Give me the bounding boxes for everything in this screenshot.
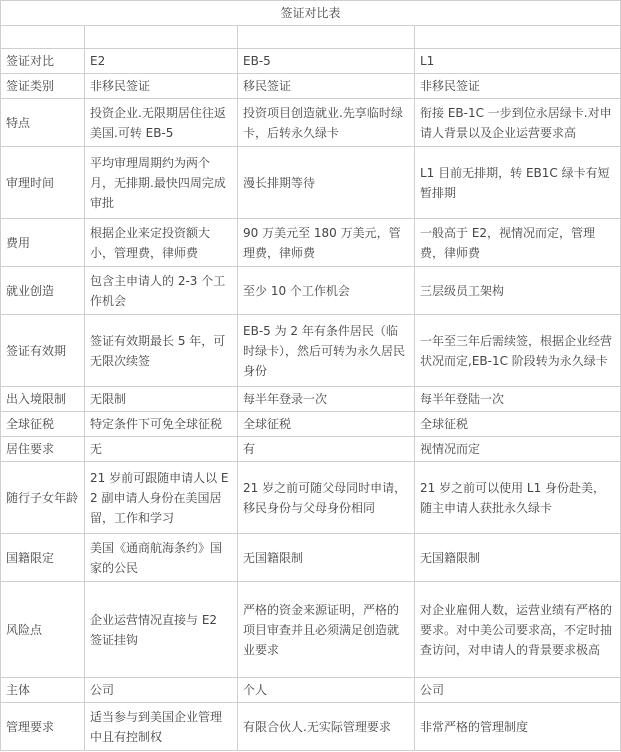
cell-e2: 美国《通商航海条约》国家的公民	[85, 534, 238, 582]
cell-l1: L1 目前无排期，转 EB1C 绿卡有短暂排期	[415, 147, 621, 219]
cell-l1: 视情况而定	[415, 437, 621, 462]
row-label: 签证有效期	[1, 315, 85, 387]
cell-e2: 21 岁前可跟随申请人以 E2 副申请人身份在美国居留，工作和学习	[85, 462, 238, 534]
blank-cell	[1, 26, 85, 49]
row-label: 主体	[1, 678, 85, 703]
cell-e2: 包含主申请人的 2-3 个工作机会	[85, 267, 238, 315]
table-row	[1, 387, 621, 412]
cell-eb5: EB-5 为 2 年有条件居民（临时绿卡），然后可转为永久居民身份	[238, 315, 415, 387]
table-row	[1, 534, 621, 582]
cell-e2: 非移民签证	[85, 74, 238, 99]
table-row	[1, 99, 621, 147]
row-label: 风险点	[1, 582, 85, 678]
cell-eb5: 每半年登录一次	[238, 387, 415, 412]
row-label: 居住要求	[1, 437, 85, 462]
table-row	[1, 74, 621, 99]
header-row	[1, 49, 621, 74]
blank-cell	[238, 26, 415, 49]
row-label: 审理时间	[1, 147, 85, 219]
cell-l1: 每半年登陆一次	[415, 387, 621, 412]
table-row	[1, 412, 621, 437]
cell-e2: 无	[85, 437, 238, 462]
cell-l1: 公司	[415, 678, 621, 703]
cell-l1: 21 岁之前可以使用 L1 身份赴美，随主申请人获批永久绿卡	[415, 462, 621, 534]
table-row	[1, 462, 621, 534]
header-eb5: EB-5	[238, 49, 415, 74]
cell-eb5: 至少 10 个工作机会	[238, 267, 415, 315]
table-row	[1, 219, 621, 267]
row-label: 国籍限定	[1, 534, 85, 582]
row-label: 就业创造	[1, 267, 85, 315]
cell-eb5: 全球征税	[238, 412, 415, 437]
table-row	[1, 315, 621, 387]
header-l1: L1	[415, 49, 621, 74]
cell-l1: 全球征税	[415, 412, 621, 437]
cell-l1: 非常严格的管理制度	[415, 703, 621, 751]
table-row	[1, 437, 621, 462]
cell-l1: 无国籍限制	[415, 534, 621, 582]
cell-e2: 企业运营情况直接与 E2 签证挂钩	[85, 582, 238, 678]
cell-e2: 公司	[85, 678, 238, 703]
table-row	[1, 267, 621, 315]
cell-e2: 平均审理周期约为两个月，无排期.最快四周完成审批	[85, 147, 238, 219]
cell-l1: 一年至三年后需续签，根据企业经营状况而定,EB-1C 阶段转为永久绿卡	[415, 315, 621, 387]
cell-eb5: 个人	[238, 678, 415, 703]
table-row	[1, 678, 621, 703]
cell-eb5: 有限合伙人.无实际管理要求	[238, 703, 415, 751]
cell-e2: 无限制	[85, 387, 238, 412]
table-row	[1, 147, 621, 219]
cell-eb5: 漫长排期等待	[238, 147, 415, 219]
table-row	[1, 582, 621, 678]
cell-l1: 衔接 EB-1C 一步到位永居绿卡.对申请人背景以及企业运营要求高	[415, 99, 621, 147]
table-row	[1, 703, 621, 751]
cell-l1: 对企业雇佣人数，运营业绩有严格的要求。对中美公司要求高，不定时抽查访问，对申请人的背景要求极高	[415, 582, 621, 678]
cell-e2: 签证有效期最长 5 年，可无限次续签	[85, 315, 238, 387]
cell-e2: 投资企业.无限期居住往返美国.可转 EB-5	[85, 99, 238, 147]
row-label: 签证类别	[1, 74, 85, 99]
table-title: 签证对比表	[1, 1, 621, 26]
row-label: 管理要求	[1, 703, 85, 751]
cell-eb5: 无国籍限制	[238, 534, 415, 582]
cell-eb5: 21 岁之前可随父母同时申请，移民身份与父母身份相同	[238, 462, 415, 534]
cell-l1: 三层级员工架构	[415, 267, 621, 315]
cell-e2: 特定条件下可免全球征税	[85, 412, 238, 437]
header-label: 签证对比	[1, 49, 85, 74]
row-label: 随行子女年龄	[1, 462, 85, 534]
cell-l1: 一般高于 E2，视情况而定，管理费，律师费	[415, 219, 621, 267]
cell-eb5: 移民签证	[238, 74, 415, 99]
cell-e2: 适当参与到美国企业管理中且有控制权	[85, 703, 238, 751]
blank-cell	[85, 26, 238, 49]
row-label: 特点	[1, 99, 85, 147]
cell-eb5: 投资项目创造就业.先享临时绿卡，后转永久绿卡	[238, 99, 415, 147]
row-label: 费用	[1, 219, 85, 267]
title-row	[1, 1, 621, 26]
header-e2: E2	[85, 49, 238, 74]
cell-eb5: 有	[238, 437, 415, 462]
row-label: 出入境限制	[1, 387, 85, 412]
cell-l1: 非移民签证	[415, 74, 621, 99]
cell-eb5: 90 万美元至 180 万美元，管理费，律师费	[238, 219, 415, 267]
cell-e2: 根据企业来定投资额大小，管理费，律师费	[85, 219, 238, 267]
blank-cell	[415, 26, 621, 49]
cell-eb5: 严格的资金来源证明，严格的项目审查并且必须满足创造就业要求	[238, 582, 415, 678]
row-label: 全球征税	[1, 412, 85, 437]
blank-row	[1, 26, 621, 49]
